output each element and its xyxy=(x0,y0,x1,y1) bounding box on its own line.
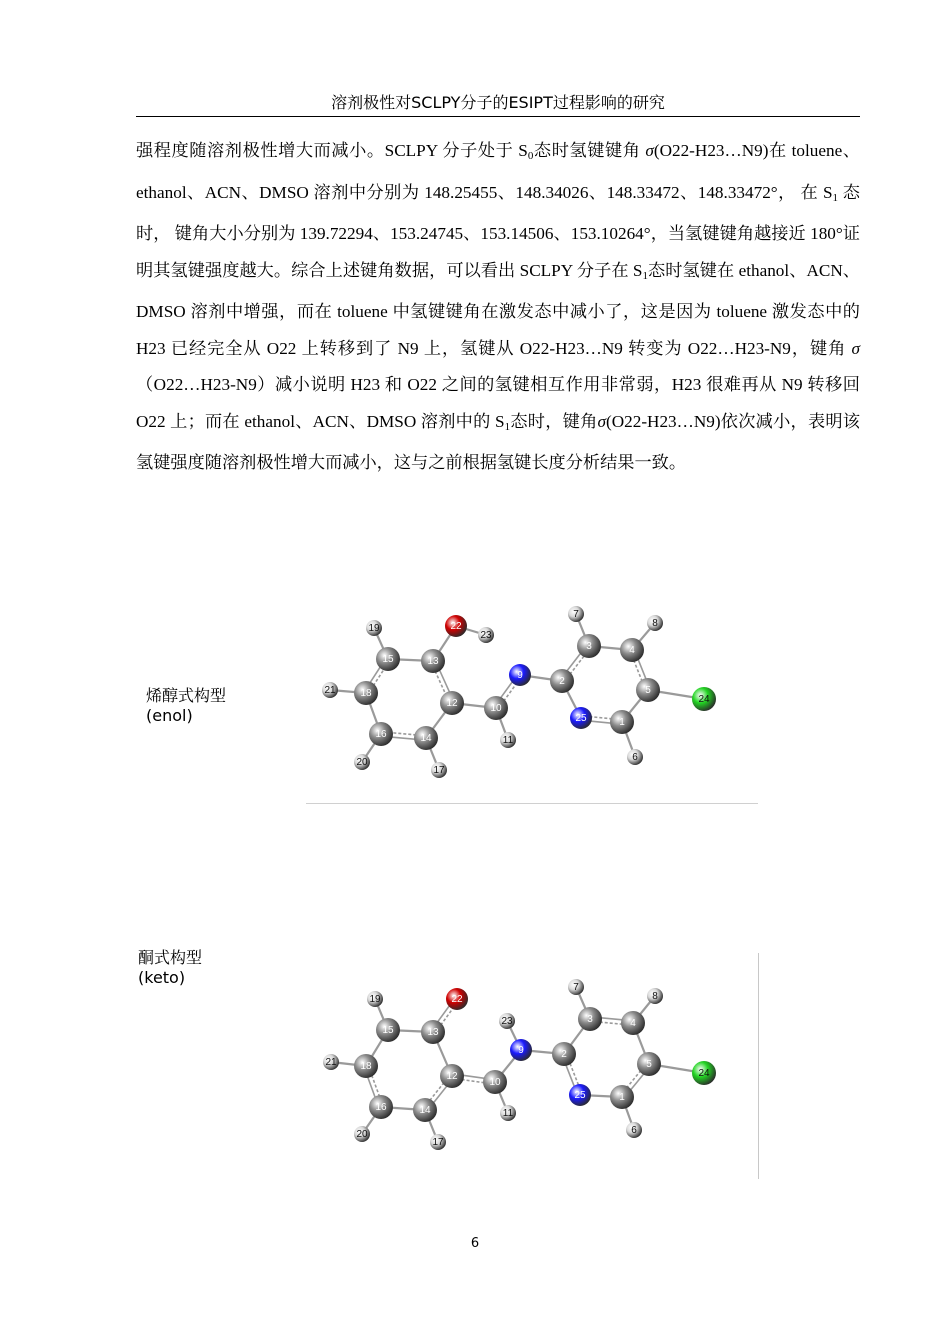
paragraph-segment: 1 xyxy=(504,420,511,433)
atom-label: 10 xyxy=(490,703,502,714)
paragraph-text xyxy=(136,133,860,482)
atom-label: 3 xyxy=(587,1014,593,1025)
atom-label: 19 xyxy=(369,994,381,1005)
atom-label: 2 xyxy=(561,1049,567,1060)
paragraph-segment: 态时， 键角大小分别为 139.72294、153.24745、153.14506、153.10264°，当氢键键角越接近 180°证明其氢键强度越大。综合上述键角数据，可以看出 SCLPY 分子在 S xyxy=(136,182,860,280)
paragraph-segment: 1 xyxy=(642,269,648,282)
atom-label: 11 xyxy=(502,735,514,746)
enol-caption-cn: 烯醇式构型 xyxy=(146,686,227,705)
atom-label: 14 xyxy=(419,1105,431,1116)
atom-label: 20 xyxy=(356,757,368,768)
figure-divider xyxy=(306,803,758,804)
atom-label: 23 xyxy=(501,1016,513,1027)
keto-caption-en: (keto) xyxy=(138,968,186,987)
atom-label: 4 xyxy=(630,1018,636,1029)
atom-label: 10 xyxy=(489,1077,501,1088)
figure-edge-line xyxy=(758,953,759,1179)
paragraph-segment: 态时氢键键角 xyxy=(533,141,646,160)
paragraph-segment: 态时，键角 xyxy=(510,411,598,431)
atom-label: 24 xyxy=(698,694,710,705)
enol-caption xyxy=(146,686,226,726)
paragraph-segment: σ xyxy=(645,141,654,160)
atom-label: 21 xyxy=(325,1057,337,1068)
atom-label: 21 xyxy=(324,685,336,696)
body-paragraph xyxy=(136,133,860,482)
atom-label: 20 xyxy=(356,1129,368,1140)
atom-label: 24 xyxy=(698,1068,710,1079)
atom-label: 5 xyxy=(646,1059,652,1070)
atom-label: 1 xyxy=(619,717,625,728)
paragraph-segment: 态时氢键在 ethanol、ACN、DMSO 溶剂中增强，而在 toluene 中氢键键角在激发态中减小了，这是因为 toluene 激发态中的 H23 已经完全从 O22 上转移到了 N9 上，氢键从 O22-H23…N9 转变为 O22…H23-N9，键角 xyxy=(136,260,860,358)
enol-caption-en: (enol) xyxy=(146,706,193,725)
atom-label: 19 xyxy=(368,623,380,634)
keto-caption-cn: 酮式构型 xyxy=(138,948,203,967)
paragraph-segment: σ xyxy=(851,338,860,358)
atom-label: 7 xyxy=(573,609,579,620)
atom-label: 13 xyxy=(427,656,439,667)
atom-label: 12 xyxy=(446,698,458,709)
atom-label: 25 xyxy=(574,1090,586,1101)
atom-label: 22 xyxy=(450,621,462,632)
paragraph-segment: 1 xyxy=(832,191,839,204)
atom-label: 14 xyxy=(420,733,432,744)
running-header: 溶剂极性对SCLPY分子的ESIPT过程影响的研究 xyxy=(331,93,665,112)
atom-label: 8 xyxy=(652,991,658,1002)
atom-label: 25 xyxy=(575,713,587,724)
atom-label: 12 xyxy=(446,1071,458,1082)
atom-label: 11 xyxy=(502,1108,514,1119)
paragraph-segment: 0 xyxy=(527,150,534,162)
atom-label: 15 xyxy=(382,654,394,665)
atom-label: 13 xyxy=(427,1027,439,1038)
paragraph-segment: (O22-H23…N9)依次减小，表明该氢键强度随溶剂极性增大而减小，这与之前根据氢键长度分析结果一致。 xyxy=(136,411,860,472)
page-number: 6 xyxy=(470,1236,480,1251)
atom-label: 17 xyxy=(433,765,445,776)
atom-label: 23 xyxy=(480,630,492,641)
atom-label: 9 xyxy=(518,1045,524,1056)
paragraph-segment: （O22…H23-N9）减小说明 H23 和 O22 之间的氢键相互作用非常弱，H23 很难再从 N9 转移回 O22 上；而在 ethanol、ACN、DMSO 溶剂中的 S xyxy=(136,375,860,431)
atom-label: 6 xyxy=(632,752,638,763)
atom-label: 2 xyxy=(559,676,565,687)
atom-label: 8 xyxy=(652,618,658,629)
atom-label: 7 xyxy=(573,982,579,993)
atom-label: 17 xyxy=(432,1137,444,1148)
atom-label: 4 xyxy=(629,645,635,656)
paragraph-segment: 强程度随溶剂极性增大而减小。SCLPY 分子处于 S xyxy=(136,141,528,160)
atom-label: 16 xyxy=(375,1102,387,1113)
atom-label: 22 xyxy=(451,994,463,1005)
atom-label: 16 xyxy=(375,729,387,740)
atom-label: 18 xyxy=(360,688,372,699)
keto-caption xyxy=(138,948,202,988)
paragraph-segment: σ xyxy=(597,411,606,431)
atom-label: 15 xyxy=(382,1025,394,1036)
atom-label: 9 xyxy=(517,670,523,681)
header-rule xyxy=(136,116,860,117)
keto-molecule-figure xyxy=(300,975,760,1160)
enol-molecule-figure xyxy=(300,600,760,790)
atom-label: 6 xyxy=(631,1125,637,1136)
atom-label: 3 xyxy=(586,641,592,652)
atom-label: 18 xyxy=(360,1061,372,1072)
atom-label: 5 xyxy=(645,685,651,696)
paragraph-segment: (O22-H23…N9)在 toluene、ethanol、ACN、DMSO 溶剂中分别为 148.25455、148.34026、148.33472、148.33472°， 在 S xyxy=(136,141,860,202)
atom-label: 1 xyxy=(619,1092,625,1103)
